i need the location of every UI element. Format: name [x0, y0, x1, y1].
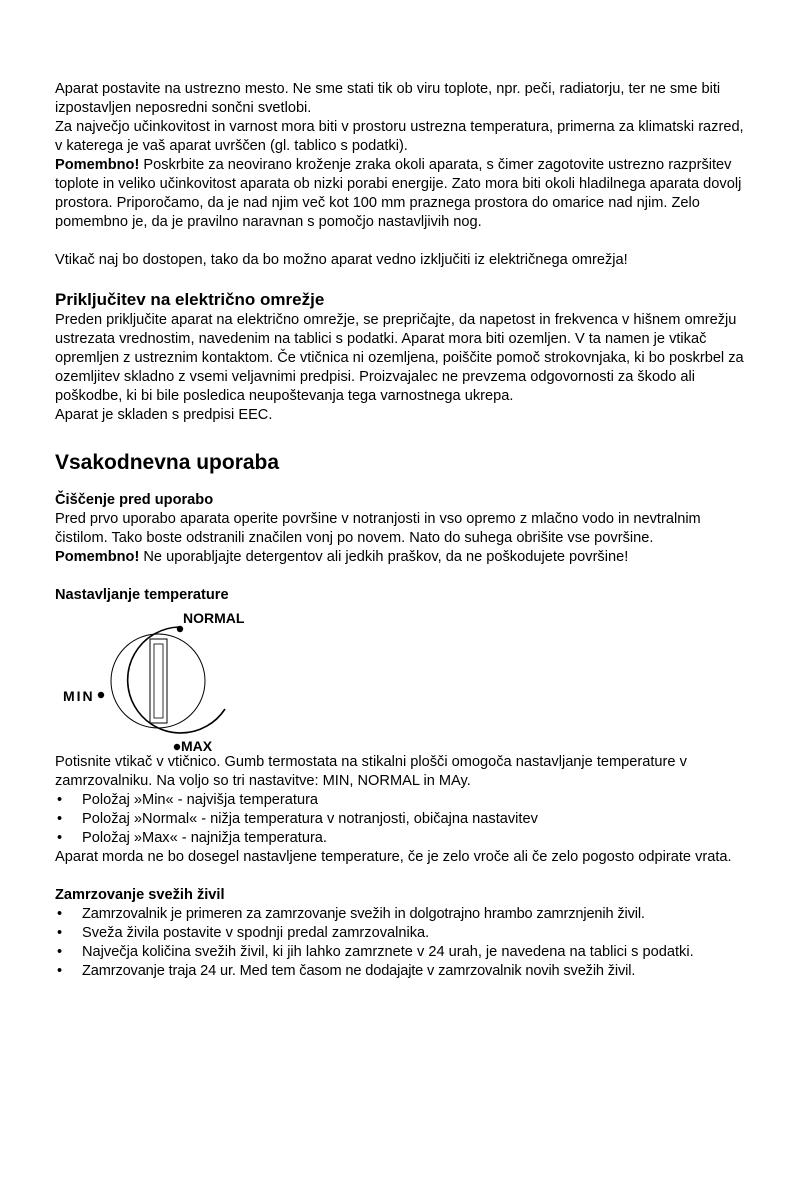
cleaning-warning — [55, 548, 745, 567]
important-label: Pomembno! — [55, 157, 140, 173]
document-page — [55, 80, 745, 981]
thermostat-dial-icon — [55, 609, 355, 751]
list-item: • Največja količina svežih živil, ki jih lahko zamrznete v 24 urah, je navedena na tablici s podatki. — [55, 943, 745, 962]
list-item: • Sveža živila postavite v spodnji predal zamrzovalnika. — [55, 924, 745, 943]
normal-dot-icon — [177, 626, 183, 632]
freezing-list — [55, 905, 745, 981]
important-label: Pomembno! — [55, 549, 140, 565]
list-item: • Položaj »Min« - najvišja temperatura — [55, 791, 745, 810]
cleaning-warning-text: Ne uporabljajte detergentov ali jedkih praškov, da ne poškodujete površine! — [139, 549, 629, 565]
dial-outer-arc — [128, 627, 225, 733]
list-item: • Položaj »Max« - najnižja temperatura. — [55, 829, 745, 848]
intro-paragraph-plug: Vtikač naj bo dostopen, tako da bo možno aparat vedno izključiti iz električnega omrežja! — [55, 252, 628, 268]
max-dot-icon — [174, 744, 180, 750]
dial-label-max: MAX — [181, 738, 213, 751]
dial-knob — [150, 639, 167, 723]
list-item: • Zamrzovalnik je primeren za zamrzovanje svežih in dolgotrajno hrambo zamrznjenih živil. — [55, 905, 745, 924]
daily-use-heading: Vsakodnevna uporaba — [55, 451, 280, 474]
cleaning-paragraph: Pred prvo uporabo aparata operite površine v notranjosti in vso opremo z mlačno vodo in nevtralnim čistilom. Tako boste odstranili značilen vonj po novem. Nato do suhega obrišite vse površine. — [55, 511, 701, 546]
temperature-paragraph: Potisnite vtikač v vtičnico. Gumb termostata na stikalni plošči omogoča nastavljanje temperature v zamrzovalniku. Na voljo so tri nastavitve: MIN, NORMAL in MAy. — [55, 754, 687, 789]
electric-heading: Priključitev na električno omrežje — [55, 290, 325, 309]
intro-paragraph-temperature: Za največjo učinkovitost in varnost mora biti v prostoru ustrezna temperatura, primerna za klimatski razred, v katerega je vaš aparat uvrščen (gl. tablico s podatki). — [55, 119, 744, 154]
electric-compliance: Aparat je skladen s predpisi EEC. — [55, 407, 273, 423]
intro-paragraph-placement: Aparat postavite na ustrezno mesto. Ne sme stati tik ob viru toplote, npr. peči, radiatorju, ter ne sme biti izpostavljen neposredni sončni svetlobi. — [55, 81, 721, 116]
intro-paragraph-airflow — [55, 156, 745, 232]
thermostat-dial-diagram — [55, 609, 355, 751]
min-dot-icon — [98, 692, 104, 698]
temperature-note: Aparat morda ne bo dosegel nastavljene temperature, če je zelo vroče ali če zelo pogosto odpirate vrata. — [55, 849, 732, 865]
cleaning-heading: Čiščenje pred uporabo — [55, 492, 214, 508]
list-item: • Zamrzovanje traja 24 ur. Med tem časom ne dodajajte v zamrzovalnik novih svežih živil. — [55, 962, 745, 981]
electric-paragraph: Preden priključite aparat na električno omrežje, se prepričajte, da napetost in frekvenca v hišnem omrežju ustrezata vrednostim, navedenim na tablici s podatki. Aparat mora biti ozemljen. V ta namen je vtikač opremljen z ustreznim kontaktom. Če vtičnica ni ozemljena, poiščite pomoč strokovnjaka, ki bo poskrbel za ozemljitev skladno z vsemi veljavnimi predpisi. Proizvajalec ne prevzema odgovornosti za škodo ali poškodbe, ki bi bile posledica neupoštevanja tega varnostnega ukrepa. — [55, 312, 744, 404]
airflow-text: Poskrbite za neovirano kroženje zraka okoli aparata, s čimer zagotovite ustrezno razpršitev toplote in veliko učinkovitost aparata ob nizki porabi energije. Zato mora biti okoli hladilnega aparata dovolj prostora. Priporočamo, da je nad njim več kot 100 mm praznega prostora do omarice nad njim. Zelo pomembno je, da je pravilno naravnan s pomočjo nastavljivih nog. — [55, 157, 742, 230]
dial-label-normal: NORMAL — [183, 610, 245, 626]
temperature-heading: Nastavljanje temperature — [55, 587, 229, 603]
freezing-heading: Zamrzovanje svežih živil — [55, 887, 225, 903]
dial-label-min: MIN — [63, 688, 95, 704]
temperature-list — [55, 791, 745, 848]
list-item: • Položaj »Normal« - nižja temperatura v notranjosti, običajna nastavitev — [55, 810, 745, 829]
